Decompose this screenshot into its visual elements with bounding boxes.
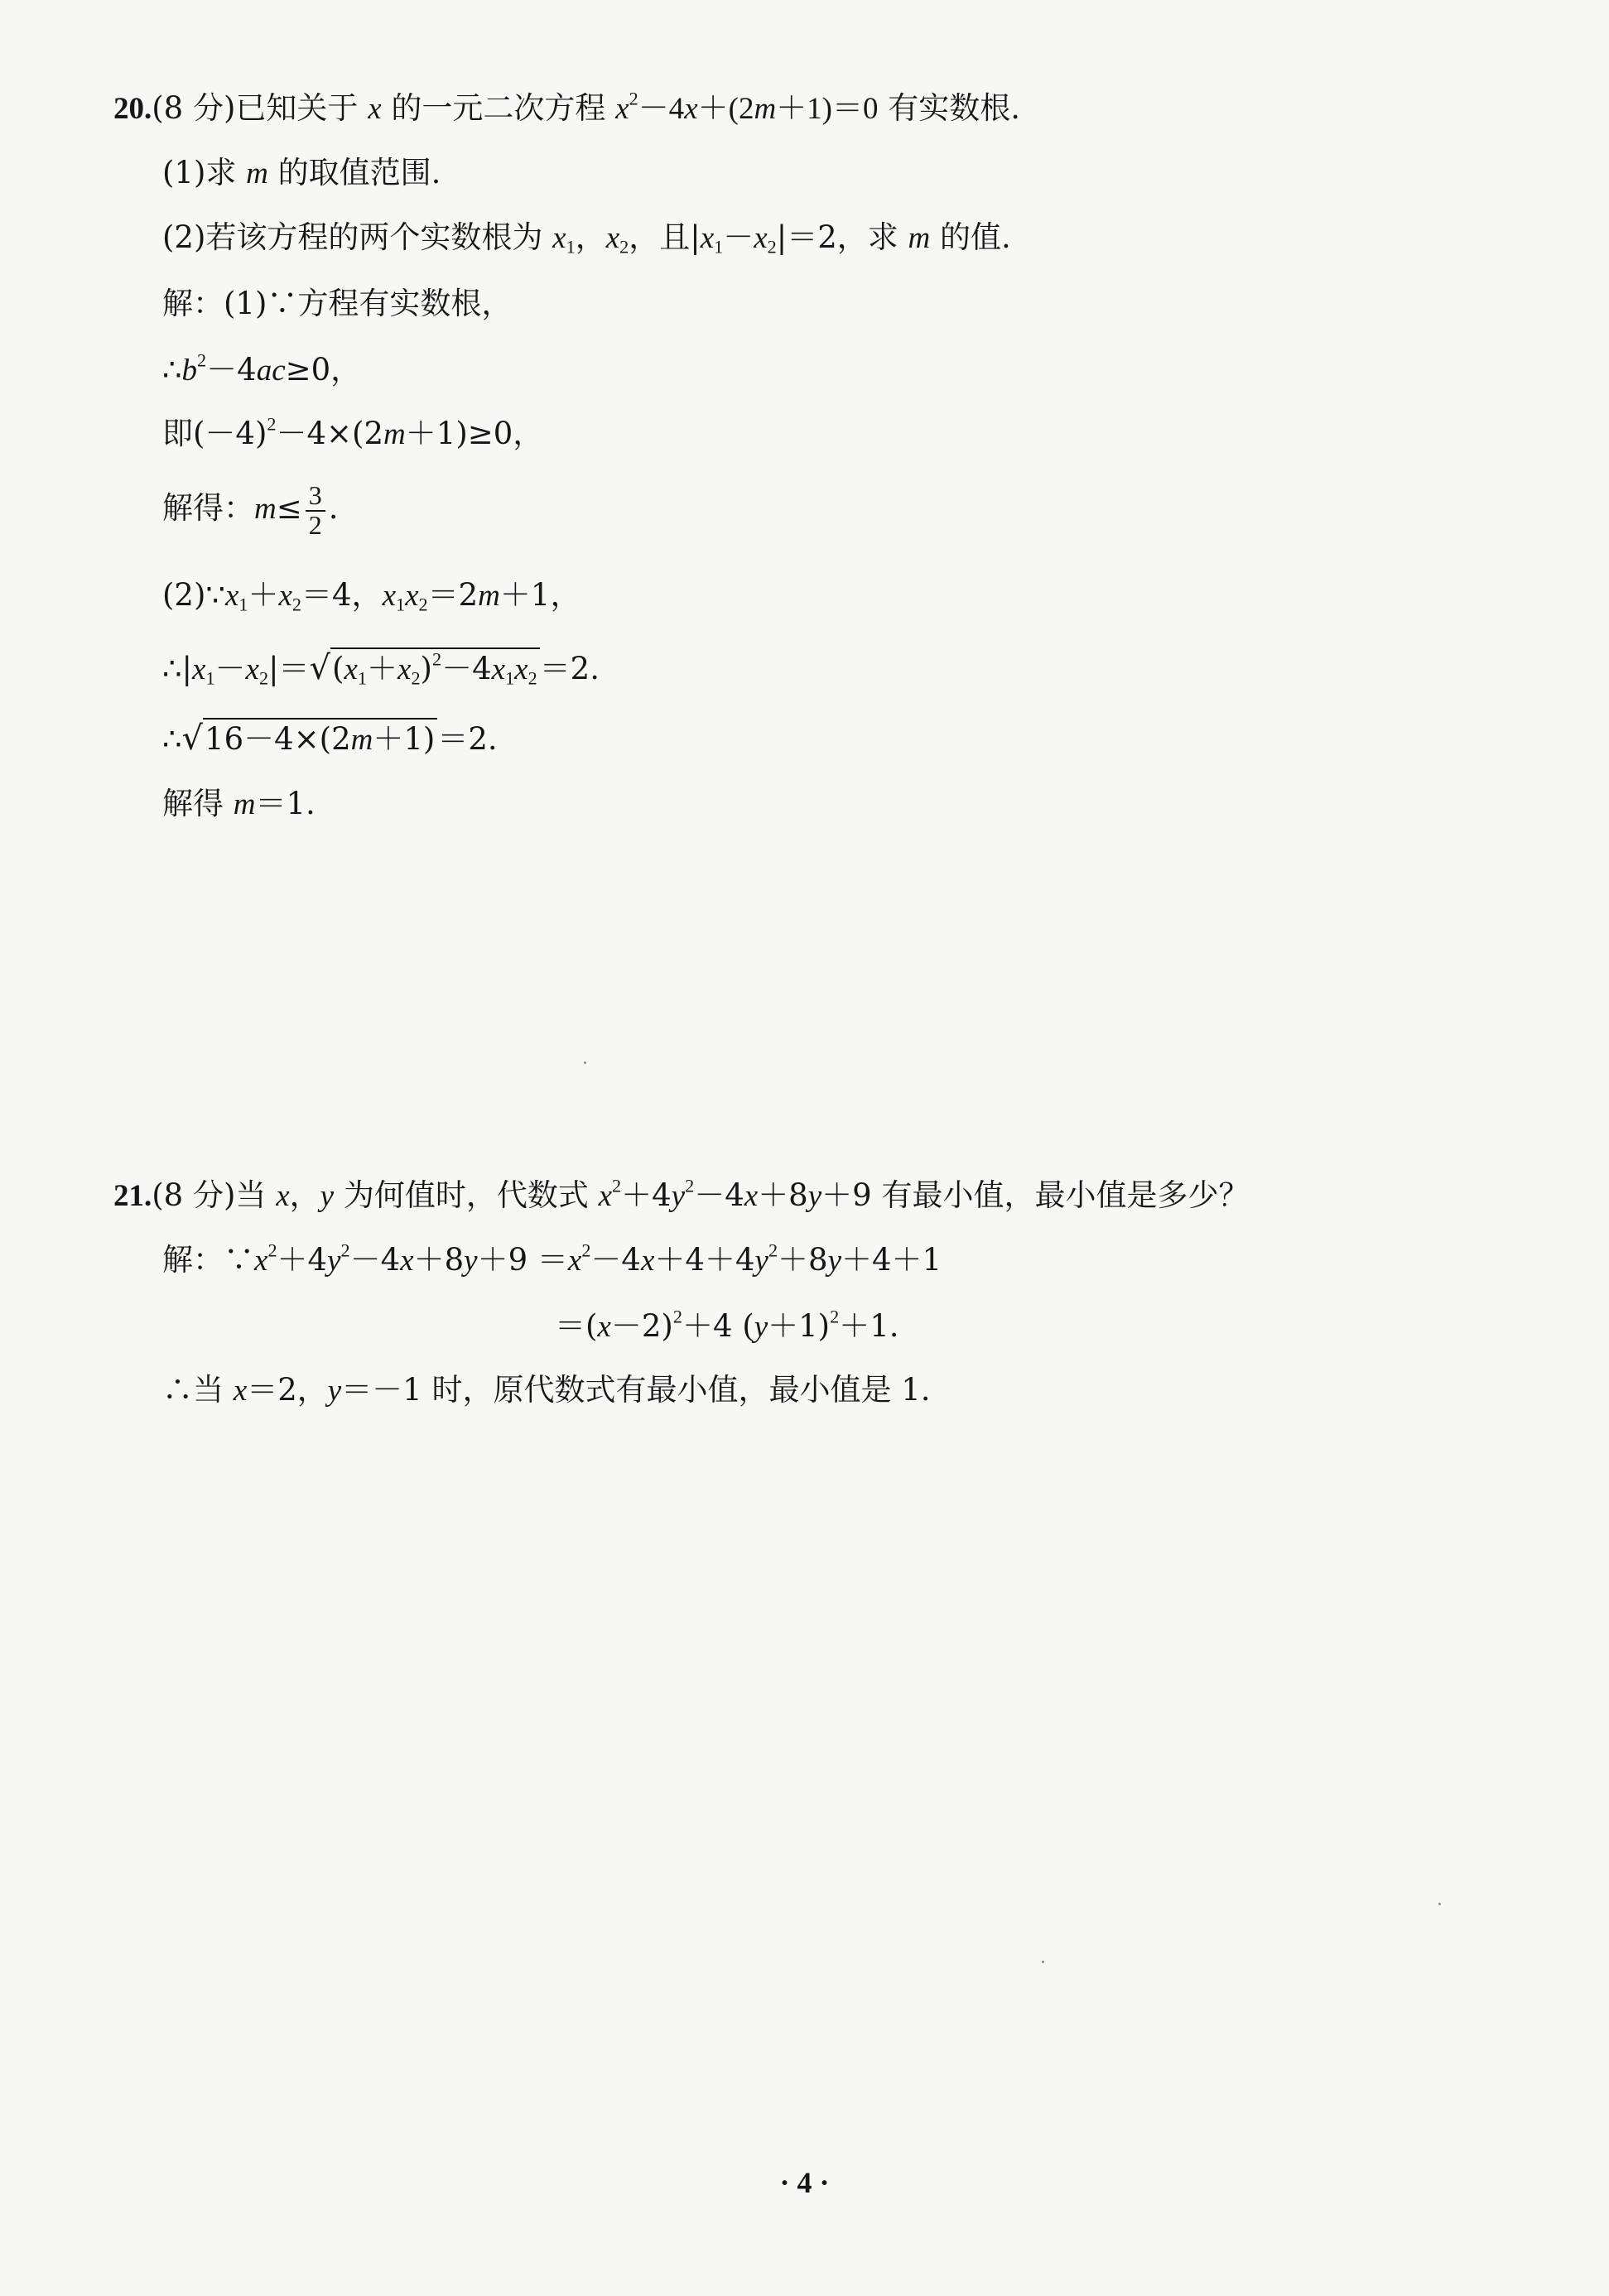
q20-stem-post: 有实数根. bbox=[888, 90, 1021, 126]
q20-sol-5: $(2)\because x_1+x_2=4$，$x_1x_2=2m+1$， bbox=[162, 577, 581, 615]
q20-sol-1: 解：(1)∵方程有实数根， bbox=[162, 286, 513, 321]
q20-stem-pre: 已知关于 bbox=[235, 90, 359, 126]
scan-speck bbox=[584, 1061, 586, 1064]
q21-sol-3: ∴当 x＝2，y＝－1 时，原代数式有最小值，最小值是 1. bbox=[162, 1372, 931, 1408]
square-root: $√(x_1+x_2)^2-4x_1x_2$ bbox=[310, 652, 540, 685]
q21-number: 21. bbox=[113, 1179, 152, 1213]
q21-sol-1: 解：$\because x^2+4y^2-4x+8y+9 =x^2-4x+4+4y^2+8y+4+1$ bbox=[162, 1239, 942, 1278]
square-root: √16－4×(2m＋1) bbox=[182, 722, 438, 755]
q20-sol-6: $\therefore|x_1-x_2|=√(x_1+x_2)^2-4x_1x_2=2$. bbox=[162, 648, 600, 689]
q20-sol-4: 解得：m≤ $\frac{3}{2}$ . bbox=[162, 480, 339, 540]
fraction-numerator: 3 bbox=[306, 482, 325, 512]
q20-stem: 20.(8 分)已知关于 x 的一元二次方程 $x^2-4x+(2m+1)=0$ 有实数根. bbox=[113, 88, 1021, 126]
q20-stem-mid: 的一元二次方程 bbox=[391, 90, 606, 126]
page-number: · 4 · bbox=[779, 2166, 830, 2199]
fraction-denominator: 2 bbox=[308, 509, 322, 540]
q20-points: (8 分) bbox=[152, 90, 236, 126]
q20-sol-8: 解得 m＝1. bbox=[162, 786, 316, 821]
q21-sol-2: $=(x-2)^2+4$ $(y+1)^2+1$. bbox=[555, 1306, 899, 1344]
q20-sol-3: 即$(-4)^2-4\times(2m+1)\ge 0$， bbox=[162, 413, 544, 451]
q20-part1: (1)求 m 的取值范围. bbox=[162, 155, 441, 190]
q21-points: (8 分) bbox=[152, 1177, 236, 1213]
scan-speck bbox=[1438, 1903, 1441, 1905]
q20-sol-7: ∴√16－4×(2m＋1)＝2. bbox=[162, 720, 498, 758]
q20-number: 20. bbox=[113, 92, 152, 126]
q20-sol-2: $\therefore b^2-4ac\ge 0$， bbox=[162, 349, 362, 387]
scan-speck bbox=[1042, 1961, 1044, 1963]
fraction-three-halves bbox=[306, 482, 325, 539]
q20-part2: (2)若该方程的两个实数根为 $x_1$，$x_2$，且$|x_1-x_2|=2$，求 m 的值. bbox=[162, 219, 1011, 258]
q21-stem: 21.(8 分)当 x，y 为何值时，代数式 $x^2+4y^2-4x+8y+9$ 有最小值，最小值是多少？ bbox=[113, 1175, 1250, 1213]
